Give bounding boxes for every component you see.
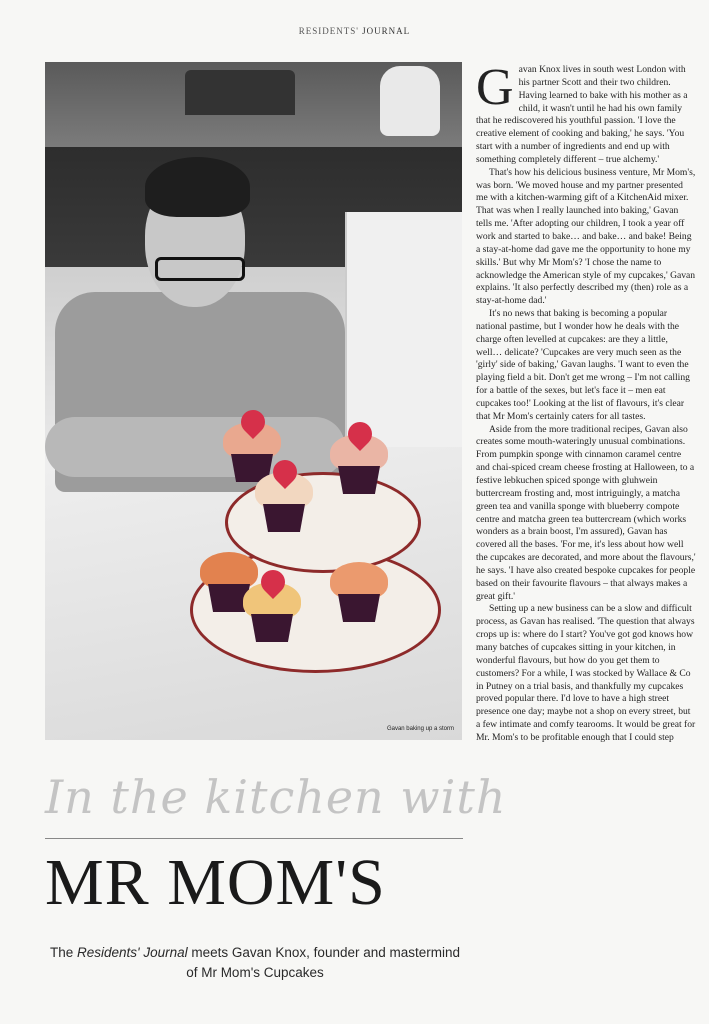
title-divider [45,838,463,839]
feature-photo [45,62,462,740]
header-prefix: RESIDENTS' [298,26,359,36]
article-paragraph: Aside from the more traditional recipes, Gavan also creates some mouth-wateringly unusual combinations. From pumpkin sponge with cinnamon caramel centre and chai-spiced cream cheese frosting at Halloween, to a festive lebkuchen spiced sponge with gluhwein buttercream frosting and, most intriguingly, a matcha green tea and vanilla sponge with blueberry compote centre and matcha green tea buttercream (which works wonders as a brain boost, I'm assured), Gavan has covered all the bases. 'For me, it's less about how well the cupcakes are decorated, and more about the flavours,' he says. 'I have also created bespoke cupcakes for people based on their favourite flavours – that always makes a great gift.' [476,423,696,602]
article-paragraph [476,64,696,167]
article-body [476,64,696,1014]
paragraph-text: avan Knox lives in south west London with his partner Scott and their two children. Having learned to bake with his mother as a child, it wasn't until he had his own family that he rediscovered his youthful passion. 'I love the creative element of cooking and baking,' he says. 'You start with a number of ingredients and end up with something completely different – true alchemy.' [476,64,688,165]
article-paragraph: Setting up a new business can be a slow and difficult process, as Gavan has realised. 'The question that always crops up is: where do I start? You've got god knows how many batches of cupcakes sitting in your kitchen, in wonderful flavours, but how do you get them to customers? For a while, I was stocked by Wallace & Co in Putney on a trial basis, and thankfully my cupcakes proved popular there. I'd love to have a high street presence one day; maybe not a shop on every street, but a few intimate and comfy tearooms. It would be great for Mr. Mom's to be profitable enough that I could step [476,603,696,743]
cupcake [255,472,313,534]
header-journal: JOURNAL [362,26,411,36]
running-header [0,26,709,36]
standfirst-after: meets Gavan Knox, founder and mastermind of Mr Mom's Cupcakes [186,945,461,981]
standfirst-before: The [49,945,77,960]
cupcake [243,582,301,644]
standfirst-publication: Residents' Journal [76,945,188,960]
glasses [155,257,245,281]
cupcake [330,434,388,496]
toaster [185,70,295,115]
article-paragraph: That's how his delicious business venture, Mr Mom's, was born. 'We moved house and my partner presented me with a kitchen-warming gift of a KitchenAid mixer. That was when I really launched into baking,' Gavan tells me. 'After adopting our children, I took a year off work and started to bake… and bake… and bake! Being a stay-at-home dad gave me the opportunity to hone my skills.' But why Mr Mom's? 'I chose the name to acknowledge the American style of my cupcakes,' Gavan explains. 'It also perfectly described my (then) role as a stay-at-home dad.' [476,166,696,307]
cupcake [330,562,388,624]
kettle [380,66,440,136]
person [45,117,345,477]
person-hair [145,157,250,217]
photo-caption: Gavan baking up a storm [386,726,454,732]
drop-cap: G [476,64,514,116]
script-title: In the kitchen with [45,770,507,824]
main-title: MR MOM'S [45,846,386,919]
standfirst [45,943,465,984]
person-arms [45,417,345,477]
article-paragraph: It's no news that baking is becoming a popular national pastime, but I wonder how he deals with the charge often levelled at cupcakes: are they a little, well… delicate? 'Cupcakes are very much seen as the 'girly' side of baking,' Gavan laughs. 'I want to even the playing field a bit. Don't get me wrong – I'm not calling for a battle of the sexes, but let's face it – men eat cupcakes too!' Looking at the list of flavours, it's clear that Mr Mom's certainly caters for all tastes. [476,308,690,422]
